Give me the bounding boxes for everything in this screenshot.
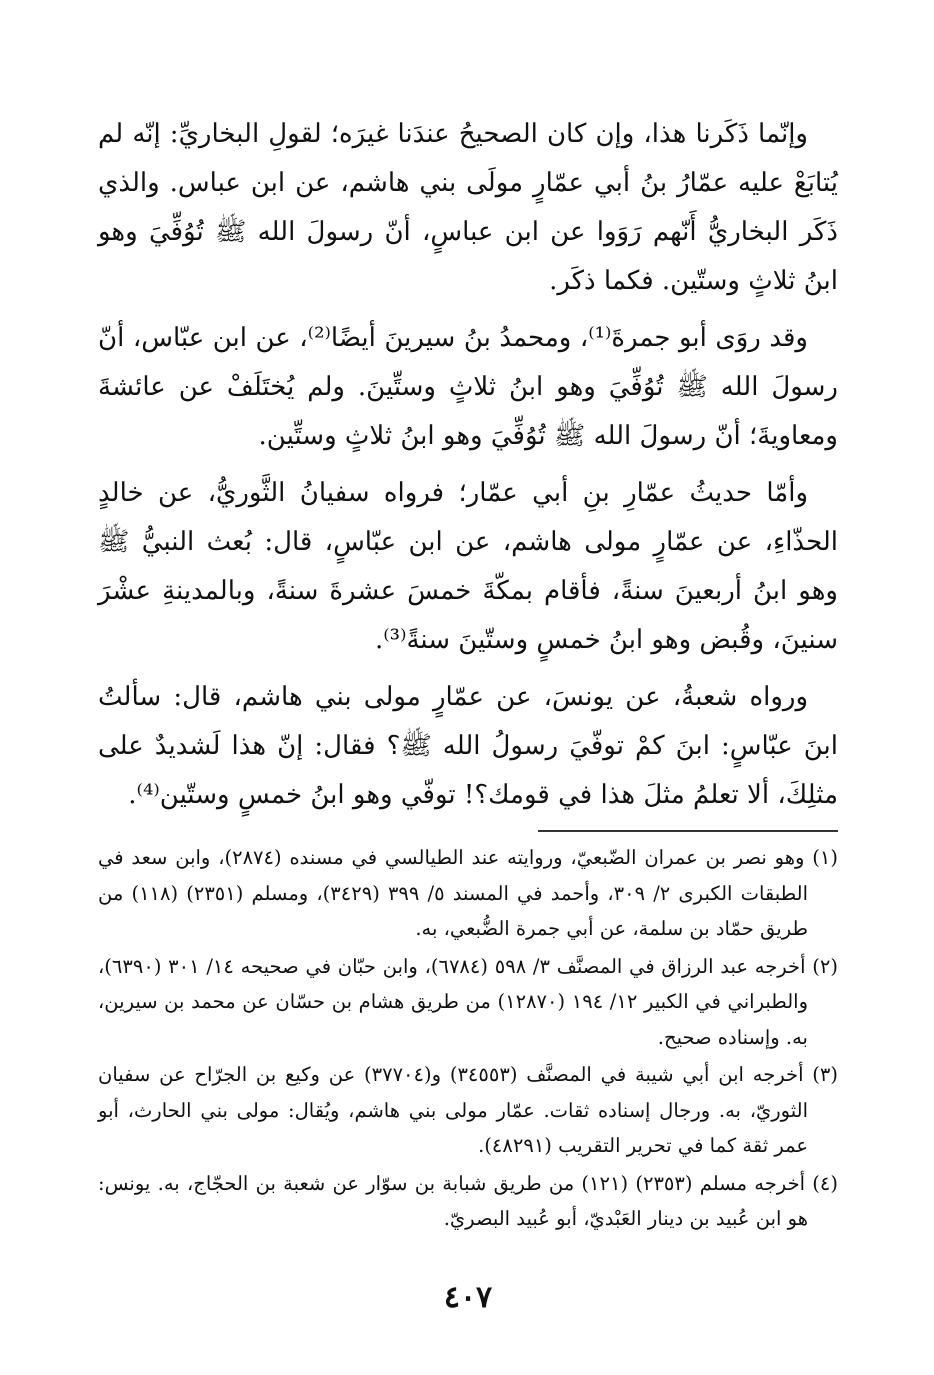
footnote: (٤) أخرجه مسلم (٢٣٥٣) (١٢١) من طريق شبابة بن سوّار عن شعبة بن الحجّاج، به. يونس: هو ابن عُبيد بن دينار العَبْديّ، أبو عُبيد البصريّ. [98, 1171, 839, 1230]
main-text [98, 110, 838, 820]
paragraph: ورواه شعبةُ، عن يونسَ، عن عمّارٍ مولى بني هاشم، قال: سألتُ ابنَ عبّاسٍ: ابنَ كمْ توفّيَ رسولُ الله ﷺ؟ فقال: إنّ هذا لَشديدٌ على مثلِكَ، ألا تعلمُ مثلَ هذا في قومك؟! توفّي وهو ابنُ خمسٍ وستّين⁽⁴⁾. [98, 682, 838, 810]
page-number: ٤٠٧ [443, 1280, 493, 1315]
footnotes [98, 840, 838, 1239]
footnote-divider [538, 830, 838, 832]
book-page [98, 110, 838, 1350]
paragraph: وإنّما ذَكَرنا هذا، وإن كان الصحيحُ عندَنا غيرَه؛ لقولِ البخاريِّ: إنّه لم يُتابَعْ عليه عمّارُ بنُ أبي عمّارٍ مولَى بني هاشم، عن ابن عباس. والذي ذَكَر البخاريُّ أَنّهم رَوَوا عن ابن عباسٍ، أنّ رسولَ الله ﷺ تُوُفِّيَ وهو ابنُ ثلاثٍ وستّين. فكما ذكَر. [98, 119, 838, 296]
footnote: (٣) أخرجه ابن أبي شيبة في المصنَّف (٣٤٥٥٣) و(٣٧٧٠٤) عن وكيع بن الجرّاح عن سفيان الثوريّ، به. ورجال إسناده ثقات. عمّار مولى بني هاشم، ويُقال: مولى بني الحارث، أبو عمر ثقة كما في تحرير التقريب (٤٨٢٩١). [98, 1063, 838, 1157]
footnote: (١) وهو نصر بن عمران الضّبعيّ، وروايته عند الطيالسي في مسنده (٢٨٧٤)، وابن سعد في الطبقات الكبرى ٢/ ٣٠٩، وأحمد في المسند ٥/ ٣٩٩ (٣٤٢٩)، ومسلم (٢٣٥١) (١١٨) من طريق حمّاد بن سلمة، عن أبي جمرة الضُّبعي، به. [98, 846, 838, 940]
footnote: (٢) أخرجه عبد الرزاق في المصنَّف ٣/ ٥٩٨ (٦٧٨٤)، وابن حبّان في صحيحه ١٤/ ٣٠١ (٦٣٩٠)، والطبراني في الكبير ١٢/ ١٩٤ (١٢٨٧٠) من طريق هشام بن حسّان عن محمد بن سيرين، به. وإسناده صحيح. [98, 954, 838, 1049]
paragraph: وقد روَى أبو جمرةَ⁽¹⁾، ومحمدُ بنُ سيرينَ أيضًا⁽²⁾، عن ابن عبّاس، أنّ رسولَ الله ﷺ تُوُفِّيَ وهو ابنُ ثلاثٍ وستِّينَ. ولم يُختَلَفْ عن عائشةَ ومعاويةَ؛ أنّ رسولَ الله ﷺ تُوُفِّيَ وهو ابنُ ثلاثٍ وستِّين. [98, 323, 838, 451]
paragraph: وأمّا حديثُ عمّارِ بنِ أبي عمّار؛ فرواه سفيانُ الثَّوريُّ، عن خالدٍ الحذّاءِ، عن عمّارٍ مولى هاشم، عن ابن عبّاسٍ، قال: بُعث النبيُّ ﷺ وهو ابنُ أربعينَ سنةً، فأقام بمكّةَ خمسَ عشرةَ سنةً، وبالمدينةِ عشْرَ سنينَ، وقُبض وهو ابنُ خمسٍ وستّينَ سنةً⁽³⁾. [98, 478, 838, 655]
